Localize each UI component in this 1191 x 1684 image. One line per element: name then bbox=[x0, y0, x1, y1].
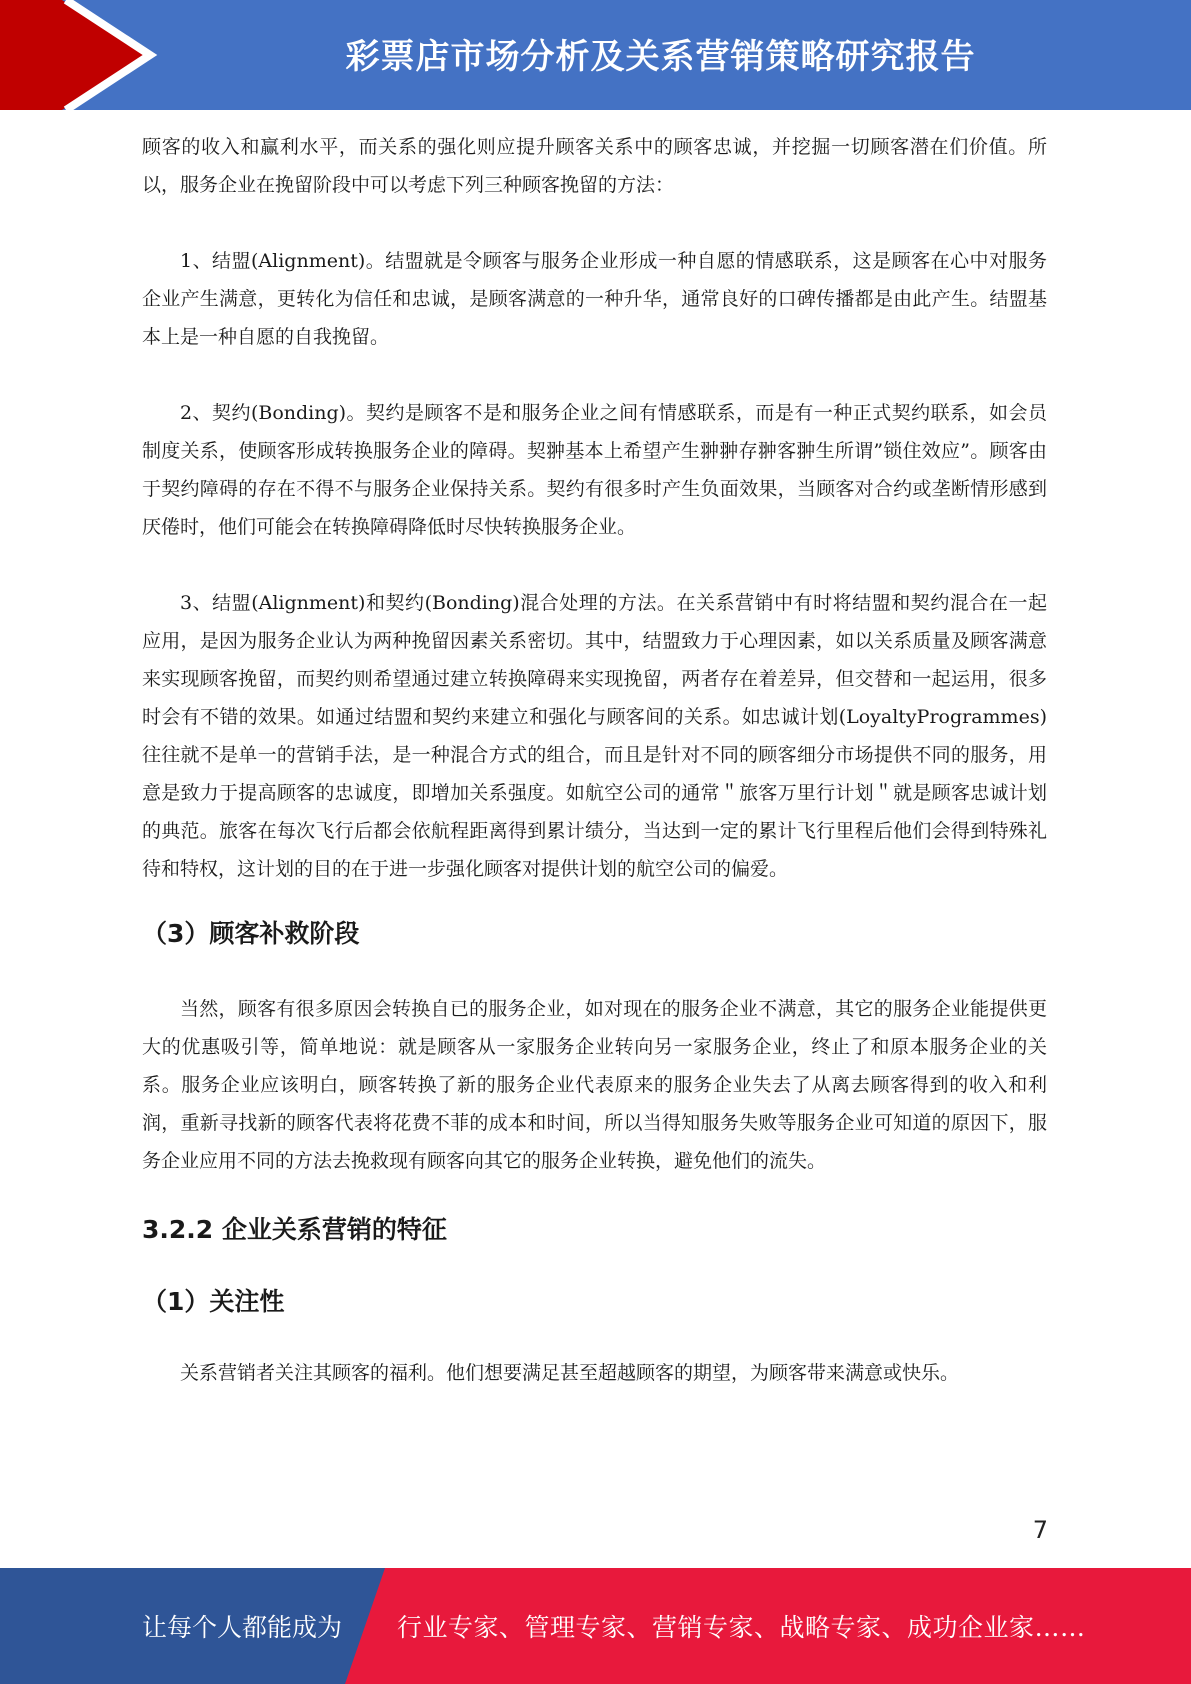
paragraph-remedy: 当然，顾客有很多原因会转换自已的服务企业，如对现在的服务企业不满意，其它的服务企业能提供更大的优惠吸引等，简单地说：就是顾客从一家服务企业转向另一家服务企业，终止了和原本服务企业的关系。服务企业应该明白，顾客转换了新的服务企业代表原来的服务企业失去了从离去顾客得到的收入和利润，重新寻找新的顾客代表将花费不菲的成本和时间，所以当得知服务失败等服务企业可知道的原因下，服务企业应用不同的方法去挽救现有顾客向其它的服务企业转换，避免他们的流失。 bbox=[142, 998, 1047, 1172]
heading-attention: （1）关注性 bbox=[142, 1287, 285, 1316]
document-body bbox=[142, 128, 1047, 1430]
page-number: 7 bbox=[1032, 1516, 1048, 1544]
paragraph-mixed: 3、结盟(Alignment)和契约(Bonding)混合处理的方法。在关系营销中有时将结盟和契约混合在一起应用，是因为服务企业认为两种挽留因素关系密切。其中，结盟致力于心理因素，如以关系质量及顾客满意来实现顾客挽留，而契约则希望通过建立转换障碍来实现挽留，两者存在着差异，但交替和一起运用，很多时会有不错的效果。如通过结盟和契约来建立和强化与顾客间的关系。如忠诚计划(LoyaltyProgrammes)往往就不是单一的营销手法，是一种混合方式的组合，而且是针对不同的顾客细分市场提供不同的服务，用意是致力于提高顾客的忠诚度，即增加关系强度。如航空公司的通常＂旅客万里行计划＂就是顾客忠诚计划的典范。旅客在每次飞行后都会依航程距离得到累计绩分，当达到一定的累计飞行里程后他们会得到特殊礼待和特权，这计划的目的在于进一步强化顾客对提供计划的航空公司的偏爱。 bbox=[142, 592, 1047, 880]
header-title: 彩票店市场分析及关系营销策略研究报告 bbox=[345, 36, 976, 77]
paragraph-attention: 关系营销者关注其顾客的福利。他们想要满足甚至超越顾客的期望，为顾客带来满意或快乐。 bbox=[180, 1362, 960, 1384]
paragraph-bonding: 2、契约(Bonding)。契约是顾客不是和服务企业之间有情感联系，而是有一种正式契约联系，如会员制度关系，使顾客形成转换服务企业的障碍。契翀基本上希望产生翀翀存翀客翀生所谓”锁住效应”。顾客由于契约障碍的存在不得不与服务企业保持关系。契约有很多时产生负面效果，当顾客对合约或垄断情形感到厌倦时，他们可能会在转换障碍降低时尽快转换服务企业。 bbox=[142, 402, 1047, 538]
heading-section-3-2-2: 3.2.2 企业关系营销的特征 bbox=[142, 1215, 447, 1244]
footer-slogan-right: 行业专家、管理专家、营销专家、战略专家、成功企业家…… bbox=[397, 1613, 1086, 1642]
page-footer bbox=[0, 1568, 1191, 1684]
footer-slogan-left: 让每个人都能成为 bbox=[142, 1613, 343, 1642]
page-header bbox=[0, 0, 1191, 110]
paragraph-intro: 顾客的收入和赢利水平，而关系的强化则应提升顾客关系中的顾客忠诚，并挖掘一切顾客潜在们价值。所以，服务企业在挽留阶段中可以考虑下列三种顾客挽留的方法： bbox=[142, 136, 1047, 196]
heading-remedy-stage: （3）顾客补救阶段 bbox=[142, 919, 360, 948]
paragraph-alignment: 1、结盟(Alignment)。结盟就是令顾客与服务企业形成一种自愿的情感联系，这是顾客在心中对服务企业产生满意，更转化为信任和忠诚，是顾客满意的一种升华，通常良好的口碑传播都是由此产生。结盟基本上是一种自愿的自我挽留。 bbox=[142, 250, 1047, 348]
